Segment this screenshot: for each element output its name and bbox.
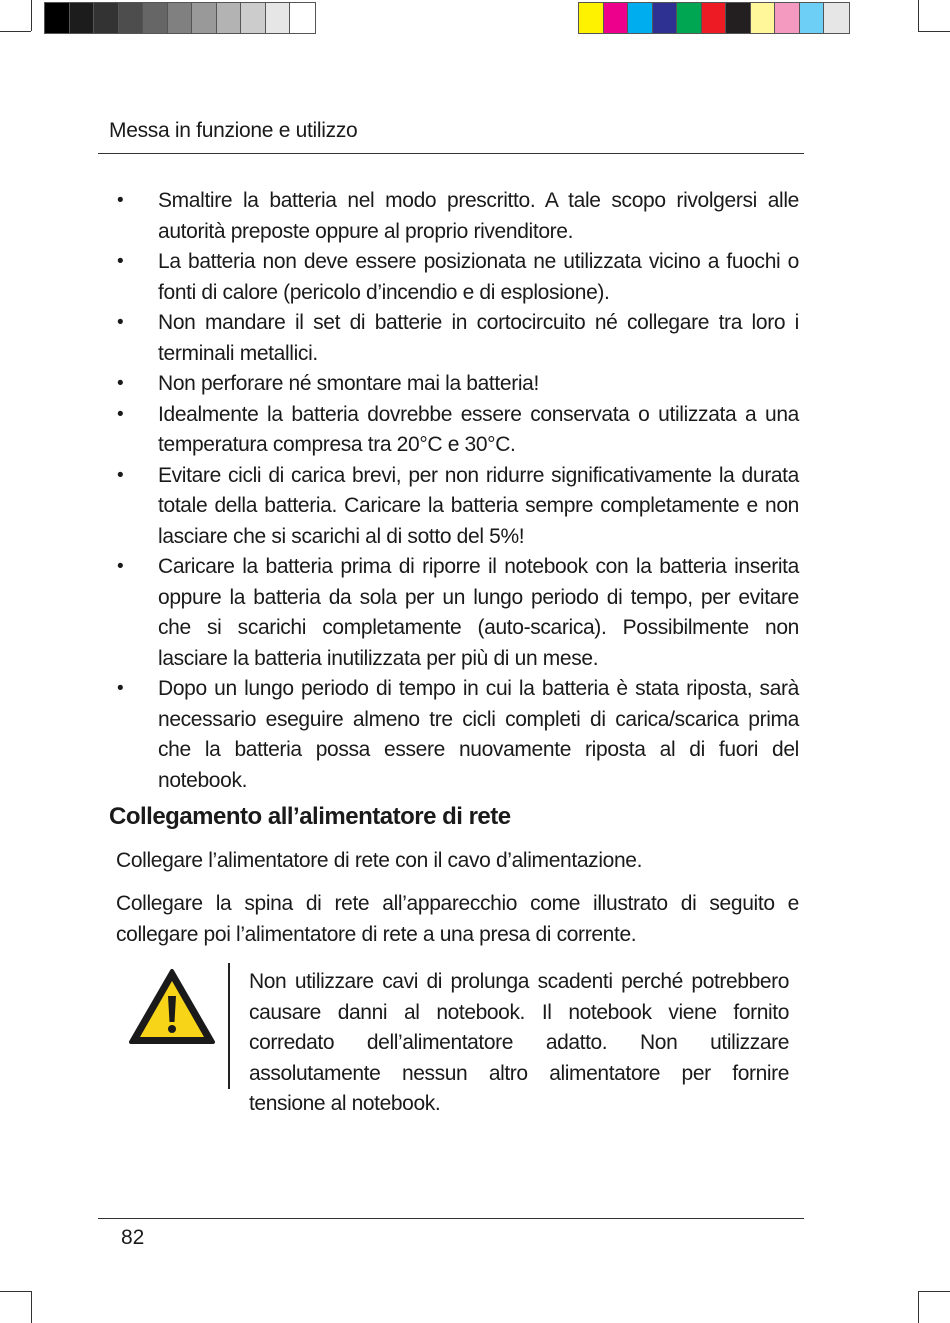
calibration-swatch [241, 3, 266, 33]
calibration-swatch [824, 3, 849, 33]
calibration-swatch [119, 3, 144, 33]
bullet-icon: • [117, 312, 124, 333]
crop-mark-bottom-left-h [0, 1291, 31, 1292]
calibration-swatch [192, 3, 217, 33]
calibration-swatch [604, 3, 629, 33]
grayscale-calibration-bar [44, 2, 316, 34]
calibration-swatch [143, 3, 168, 33]
warning-divider [228, 963, 230, 1089]
running-header: Messa in funzione e utilizzo [109, 119, 358, 142]
bullet-icon: • [117, 464, 124, 486]
paragraph-connect-plug: Collegare la spina di rete all’apparecchio come illustrato di seguito e collegare poi l’alimentatore di rete a una presa di corrente. [116, 892, 799, 946]
calibration-swatch [94, 3, 119, 33]
footer-rule [98, 1218, 804, 1219]
calibration-swatch [702, 3, 727, 33]
bullet-icon: • [117, 403, 124, 425]
calibration-swatch [168, 3, 193, 33]
calibration-swatch [266, 3, 291, 33]
bullet-icon: • [117, 678, 124, 699]
page-number: 82 [121, 1226, 145, 1249]
bullet-icon: • [117, 190, 124, 211]
section-heading: Collegamento all’alimentatore di rete [109, 803, 511, 830]
calibration-swatch [45, 3, 70, 33]
list-item: • Idealmente la batteria dovrebbe essere conservata o utilizzata a una temperatura compresa tra 20°C e 30°C. [108, 400, 799, 461]
crop-mark-top-left-v [31, 0, 32, 31]
list-item: • Smaltire la batteria nel modo prescritto. A tale scopo rivolgersi alle autorità preposte oppure al proprio rivenditore. [108, 186, 799, 247]
calibration-swatch [751, 3, 776, 33]
calibration-swatch [677, 3, 702, 33]
color-calibration-bar [578, 2, 850, 34]
battery-guidelines-list [108, 186, 799, 796]
bullet-icon: • [117, 251, 124, 272]
paragraph-connect-cable: Collegare l’alimentatore di rete con il cavo d’alimentazione. [116, 849, 643, 872]
crop-mark-bottom-right-h [918, 1291, 950, 1292]
calibration-swatch [726, 3, 751, 33]
list-item: • Evitare cicli di carica brevi, per non ridurre significativamente la durata totale della batteria. Caricare la batteria sempre completamente e non lasciare che si scarichi al di sotto del 5%! [108, 461, 799, 553]
calibration-swatch [800, 3, 825, 33]
header-rule [98, 153, 804, 154]
warning-triangle-icon [128, 968, 216, 1046]
crop-mark-top-right-v [918, 0, 919, 31]
calibration-swatch [70, 3, 95, 33]
calibration-swatch [217, 3, 242, 33]
list-item: • La batteria non deve essere posizionata ne utilizzata vicino a fuochi o fonti di calore (pericolo d’incendio e di esplosione). [108, 247, 799, 308]
list-item: • Dopo un lungo periodo di tempo in cui la batteria è stata riposta, sarà necessario eseguire almeno tre cicli completi di carica/scarica prima che la batteria possa essere nuovamente riposta al di fuori del notebook. [108, 674, 799, 796]
crop-mark-top-left-h [0, 31, 31, 32]
calibration-swatch [579, 3, 604, 33]
crop-mark-bottom-right-v [918, 1291, 919, 1323]
crop-mark-bottom-left-v [31, 1291, 32, 1323]
calibration-swatch [628, 3, 653, 33]
calibration-swatch [775, 3, 800, 33]
list-item: • Caricare la batteria prima di riporre il notebook con la batteria inserita oppure la batteria da sola per un lungo periodo di tempo, per evitare che si scarichi completamente (auto-scarica). Possibilmente non lasciare la batteria inutilizzata per più di un mese. [108, 552, 799, 674]
crop-mark-top-right-h [918, 31, 950, 32]
list-item: • Non perforare né smontare mai la batteria! [108, 369, 799, 400]
calibration-swatch [653, 3, 678, 33]
bullet-icon: • [117, 556, 124, 577]
warning-text: Non utilizzare cavi di prolunga scadenti perché potrebbero causare danni al notebook. Il notebook viene fornito corredato dell’alimentatore adatto. Non utilizzare assolutamente nessun altro alimentatore per fornire tensione al notebook. [249, 970, 789, 1115]
bullet-icon: • [117, 373, 124, 394]
list-item: • Non mandare il set di batterie in cortocircuito né collegare tra loro i terminali metallici. [108, 308, 799, 369]
calibration-swatch [290, 3, 315, 33]
